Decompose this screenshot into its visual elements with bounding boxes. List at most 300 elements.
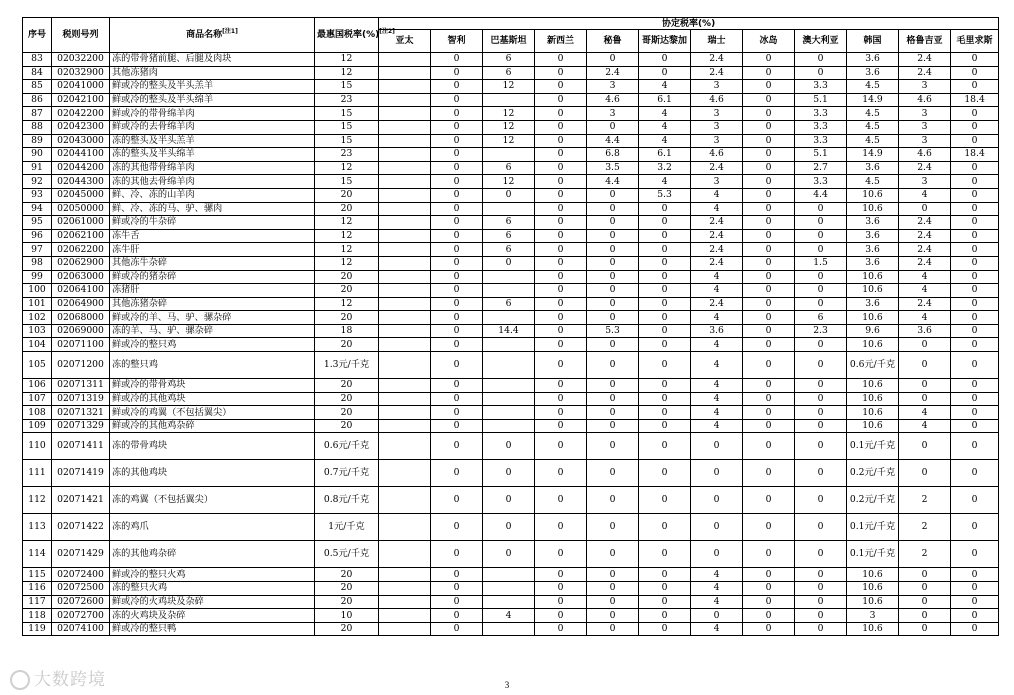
cell-seq: 104 [23,338,52,352]
cell-rate: 0 [743,284,795,298]
cell-rate: 0 [795,514,847,541]
cell-rate: 0 [899,460,951,487]
cell-rate: 0 [431,297,483,311]
cell-rate [483,338,535,352]
cell-rate: 0 [899,582,951,596]
cell-rate: 14.9 [847,148,899,162]
table-row [23,66,999,80]
cell-rate: 3 [899,120,951,134]
cell-rate: 0 [951,297,999,311]
cell-name: 鲜或冷的整只鸡 [110,338,315,352]
cell-rate: 0 [535,324,587,338]
cell-mfn: 12 [315,161,379,175]
cell-code: 02071419 [52,460,110,487]
cell-rate: 0 [535,514,587,541]
cell-rate: 0 [795,270,847,284]
cell-rate: 0 [535,188,587,202]
header-mfn-label: 最惠国税率(%) [317,30,380,40]
cell-rate: 0 [535,460,587,487]
cell-seq: 105 [23,352,52,379]
cell-rate: 0 [535,80,587,94]
cell-rate: 0 [951,202,999,216]
cell-rate: 0 [431,433,483,460]
cell-rate: 0 [535,338,587,352]
cell-rate: 0 [431,595,483,609]
cell-rate: 6 [483,216,535,230]
cell-rate [379,256,431,270]
cell-rate: 0 [743,53,795,67]
cell-code: 02062900 [52,256,110,270]
cell-rate [379,243,431,257]
cell-name: 其他冻猪杂碎 [110,297,315,311]
cell-seq: 95 [23,216,52,230]
cell-rate: 0 [639,66,691,80]
cell-mfn: 12 [315,243,379,257]
cell-rate: 4 [639,107,691,121]
cell-seq: 109 [23,419,52,433]
cell-rate: 0 [587,460,639,487]
cell-rate: 0 [951,460,999,487]
cell-rate: 0 [587,433,639,460]
cell-rate: 6 [483,297,535,311]
cell-rate: 0 [795,297,847,311]
cell-seq: 102 [23,311,52,325]
cell-rate: 3.6 [847,256,899,270]
cell-rate: 0 [743,188,795,202]
cell-rate: 10.6 [847,419,899,433]
cell-rate [483,595,535,609]
cell-rate: 0 [639,284,691,298]
cell-rate: 0 [743,270,795,284]
cell-rate: 4.6 [587,93,639,107]
cell-rate: 0 [951,216,999,230]
cell-rate: 10.6 [847,595,899,609]
cell-code: 02044300 [52,175,110,189]
header-country: 秘鲁 [587,30,639,53]
cell-rate: 2.4 [899,66,951,80]
cell-rate [379,609,431,623]
watermark-logo-icon [10,670,30,690]
cell-rate: 3 [691,134,743,148]
table-row [23,324,999,338]
cell-rate [483,419,535,433]
cell-code: 02071421 [52,487,110,514]
cell-rate [379,419,431,433]
cell-mfn: 20 [315,622,379,636]
cell-rate: 0 [587,202,639,216]
cell-rate: 4 [691,568,743,582]
cell-rate: 0 [951,66,999,80]
cell-rate: 0 [951,352,999,379]
cell-rate: 0 [743,419,795,433]
cell-rate: 0 [951,419,999,433]
cell-mfn: 15 [315,175,379,189]
cell-rate: 0 [431,270,483,284]
cell-rate: 0 [431,175,483,189]
cell-rate: 0 [431,229,483,243]
cell-name: 鲜、冷、冻的马、驴、骡肉 [110,202,315,216]
cell-rate: 3.6 [847,53,899,67]
cell-rate: 0 [691,609,743,623]
cell-seq: 83 [23,53,52,67]
cell-rate: 3.6 [847,229,899,243]
cell-name: 鲜或冷的去骨绵羊肉 [110,120,315,134]
cell-rate: 0 [951,541,999,568]
cell-rate: 0 [795,66,847,80]
cell-mfn: 20 [315,270,379,284]
cell-rate: 2.4 [691,216,743,230]
cell-rate: 0 [743,148,795,162]
cell-rate: 3.2 [639,161,691,175]
cell-rate: 4 [691,595,743,609]
table-row [23,93,999,107]
cell-rate: 0 [795,392,847,406]
cell-rate: 0 [587,609,639,623]
cell-rate: 2.4 [691,66,743,80]
cell-rate: 0 [795,202,847,216]
cell-rate: 0 [535,148,587,162]
cell-mfn: 12 [315,216,379,230]
cell-rate [379,622,431,636]
cell-rate: 0 [587,270,639,284]
cell-rate: 0 [587,297,639,311]
cell-rate: 0 [743,66,795,80]
cell-rate: 0 [431,406,483,420]
cell-rate [483,311,535,325]
cell-rate: 0 [535,297,587,311]
cell-rate: 0.1元/千克 [847,541,899,568]
cell-seq: 90 [23,148,52,162]
cell-rate [483,622,535,636]
cell-name: 其他冻牛杂碎 [110,256,315,270]
cell-rate: 0 [639,352,691,379]
cell-seq: 97 [23,243,52,257]
cell-seq: 117 [23,595,52,609]
cell-rate: 4.5 [847,120,899,134]
cell-rate: 0.1元/千克 [847,514,899,541]
cell-seq: 84 [23,66,52,80]
cell-rate: 4 [691,379,743,393]
cell-mfn: 12 [315,66,379,80]
cell-rate: 0 [743,541,795,568]
cell-rate: 0.2元/千克 [847,487,899,514]
cell-rate: 6 [483,53,535,67]
cell-rate [379,582,431,596]
cell-rate: 0 [639,379,691,393]
cell-rate: 0 [431,379,483,393]
cell-rate: 0 [743,202,795,216]
cell-mfn: 0.6元/千克 [315,433,379,460]
cell-seq: 88 [23,120,52,134]
cell-rate: 0 [639,256,691,270]
cell-rate: 3 [691,120,743,134]
cell-rate: 6 [483,66,535,80]
cell-rate: 0 [587,419,639,433]
cell-code: 02071100 [52,338,110,352]
cell-name: 冻牛舌 [110,229,315,243]
cell-rate: 0 [639,514,691,541]
cell-rate: 3.5 [587,161,639,175]
table-row [23,134,999,148]
cell-rate: 0 [483,188,535,202]
cell-rate: 4 [691,270,743,284]
cell-name: 鲜或冷的整头及半头羔羊 [110,80,315,94]
cell-rate: 0 [639,243,691,257]
header-name-note: [注1] [222,28,238,35]
cell-rate: 0 [431,53,483,67]
cell-rate: 2.4 [899,53,951,67]
cell-rate: 0 [951,595,999,609]
cell-rate: 5.3 [587,324,639,338]
cell-seq: 87 [23,107,52,121]
cell-code: 02044200 [52,161,110,175]
cell-rate: 2.4 [691,243,743,257]
cell-rate: 2.4 [691,53,743,67]
cell-mfn: 20 [315,379,379,393]
cell-rate: 2.4 [691,229,743,243]
table-row [23,460,999,487]
cell-rate: 0 [535,107,587,121]
cell-name: 冻牛肝 [110,243,315,257]
cell-rate: 2.3 [795,324,847,338]
cell-name: 冻猪肝 [110,284,315,298]
cell-rate: 0 [587,256,639,270]
cell-rate: 0 [483,256,535,270]
cell-seq: 89 [23,134,52,148]
cell-rate: 3.3 [795,134,847,148]
cell-rate: 6 [795,311,847,325]
cell-rate: 6 [483,243,535,257]
cell-rate: 0 [639,216,691,230]
header-name-label: 商品名称 [186,30,223,40]
cell-rate: 0 [639,311,691,325]
cell-rate: 0 [795,216,847,230]
cell-rate [379,311,431,325]
cell-rate: 0 [951,243,999,257]
cell-mfn: 20 [315,188,379,202]
cell-rate: 0 [743,80,795,94]
cell-rate: 10.6 [847,379,899,393]
cell-rate: 0 [587,622,639,636]
cell-rate: 0 [951,188,999,202]
cell-rate: 0 [795,352,847,379]
table-row [23,622,999,636]
header-country: 哥斯达黎加 [639,30,691,53]
cell-rate: 0 [431,487,483,514]
cell-rate [483,284,535,298]
cell-mfn: 20 [315,406,379,420]
cell-rate: 0 [795,582,847,596]
cell-rate: 0 [639,53,691,67]
cell-rate: 0 [431,460,483,487]
cell-mfn: 15 [315,120,379,134]
cell-rate: 0 [951,433,999,460]
cell-rate: 0 [483,460,535,487]
cell-seq: 92 [23,175,52,189]
cell-rate: 0 [951,120,999,134]
cell-rate: 0 [899,568,951,582]
cell-rate: 0 [587,582,639,596]
header-agreement: 协定税率(%) [379,18,999,30]
cell-name: 鲜、冷、冻的山羊肉 [110,188,315,202]
cell-code: 02064100 [52,284,110,298]
table-row [23,297,999,311]
cell-rate: 3 [899,175,951,189]
cell-rate: 0 [743,622,795,636]
cell-rate: 0 [535,243,587,257]
cell-rate: 0 [639,609,691,623]
table-row [23,568,999,582]
cell-rate [483,352,535,379]
header-country: 新西兰 [535,30,587,53]
cell-rate: 0 [587,229,639,243]
cell-rate: 4 [899,188,951,202]
cell-rate: 0 [951,284,999,298]
cell-rate: 0 [431,284,483,298]
cell-rate: 0 [535,284,587,298]
cell-rate: 0 [639,582,691,596]
cell-rate: 0 [743,379,795,393]
cell-rate: 0 [431,392,483,406]
cell-rate: 5.3 [639,188,691,202]
cell-rate: 0 [535,134,587,148]
cell-rate: 0 [639,406,691,420]
cell-name: 冻的带骨猪前腿、后腿及肉块 [110,53,315,67]
cell-rate: 4 [639,120,691,134]
cell-rate: 0 [587,595,639,609]
cell-rate: 10.6 [847,311,899,325]
cell-rate: 4 [691,406,743,420]
cell-seq: 100 [23,284,52,298]
cell-code: 02041000 [52,80,110,94]
cell-rate: 0 [587,53,639,67]
cell-rate: 0 [431,622,483,636]
cell-mfn: 20 [315,284,379,298]
cell-rate: 0 [951,134,999,148]
cell-code: 02071422 [52,514,110,541]
cell-rate: 0 [899,392,951,406]
cell-mfn: 20 [315,311,379,325]
cell-rate: 4 [639,134,691,148]
header-country: 澳大利亚 [795,30,847,53]
cell-rate: 0 [691,541,743,568]
cell-code: 02061000 [52,216,110,230]
cell-rate: 3 [691,107,743,121]
cell-rate: 4 [691,202,743,216]
header-country: 韩国 [847,30,899,53]
cell-rate [379,161,431,175]
table-row [23,175,999,189]
table-header [23,18,999,53]
cell-rate: 0 [587,392,639,406]
cell-rate: 0 [535,270,587,284]
header-code: 税则号列 [52,18,110,53]
cell-code: 02045000 [52,188,110,202]
cell-rate: 0 [639,324,691,338]
header-country: 巴基斯坦 [483,30,535,53]
tariff-table [22,17,999,636]
cell-rate: 10.6 [847,202,899,216]
cell-rate: 3.3 [795,175,847,189]
cell-rate: 4 [691,582,743,596]
cell-rate: 4 [639,175,691,189]
cell-rate: 4.5 [847,134,899,148]
cell-mfn: 12 [315,256,379,270]
cell-rate: 0 [691,460,743,487]
cell-rate: 12 [483,80,535,94]
cell-rate: 0 [951,582,999,596]
cell-rate [379,568,431,582]
cell-rate: 0 [795,568,847,582]
cell-rate: 0 [795,595,847,609]
cell-rate: 0 [951,229,999,243]
cell-seq: 98 [23,256,52,270]
cell-rate [379,433,431,460]
cell-name: 冻的其他去骨绵羊肉 [110,175,315,189]
cell-rate [379,541,431,568]
cell-rate: 2 [899,487,951,514]
cell-rate: 0 [431,541,483,568]
cell-rate: 4 [639,80,691,94]
cell-rate: 0 [587,120,639,134]
cell-rate: 0 [535,256,587,270]
cell-code: 02068000 [52,311,110,325]
cell-mfn: 1元/千克 [315,514,379,541]
cell-name: 鲜或冷的整只鸭 [110,622,315,636]
table-row [23,216,999,230]
table-row [23,53,999,67]
cell-rate: 0 [743,161,795,175]
cell-rate [379,134,431,148]
cell-rate: 0 [431,311,483,325]
cell-rate: 0 [535,202,587,216]
cell-rate: 0 [743,609,795,623]
cell-code: 02072700 [52,609,110,623]
cell-seq: 112 [23,487,52,514]
cell-rate: 2.4 [691,256,743,270]
cell-rate: 3 [899,134,951,148]
cell-rate: 0 [951,622,999,636]
cell-mfn: 15 [315,107,379,121]
cell-rate: 4.5 [847,175,899,189]
cell-mfn: 20 [315,419,379,433]
cell-rate: 0 [951,487,999,514]
cell-rate: 0 [535,582,587,596]
cell-rate: 0 [899,622,951,636]
cell-rate: 0 [743,460,795,487]
cell-rate: 10.6 [847,622,899,636]
cell-rate: 3.6 [847,297,899,311]
cell-code: 02071319 [52,392,110,406]
cell-name: 冻的火鸡块及杂碎 [110,609,315,623]
cell-rate: 6.1 [639,148,691,162]
cell-rate: 0 [587,338,639,352]
cell-code: 02071321 [52,406,110,420]
cell-rate [483,93,535,107]
cell-rate: 6 [483,229,535,243]
cell-rate: 0 [587,311,639,325]
cell-name: 鲜或冷的整头及半头绵羊 [110,93,315,107]
cell-rate: 3 [847,609,899,623]
table-row [23,188,999,202]
cell-rate: 0 [743,216,795,230]
cell-rate: 1.5 [795,256,847,270]
cell-mfn: 20 [315,582,379,596]
cell-code: 02072500 [52,582,110,596]
cell-rate: 0 [899,609,951,623]
cell-rate: 4 [899,270,951,284]
cell-rate: 14.4 [483,324,535,338]
